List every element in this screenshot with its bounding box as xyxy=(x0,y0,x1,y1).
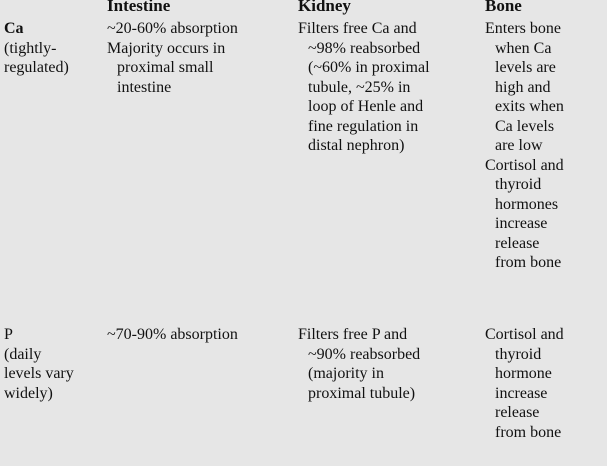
intestine-line: intestine xyxy=(117,78,172,96)
bone-line: are low xyxy=(495,137,543,154)
bone-line: increase xyxy=(495,215,548,232)
row-p-kidney-cell xyxy=(298,325,420,403)
row-p-mineral-cell xyxy=(4,325,74,403)
header-kidney: Kidney xyxy=(298,0,351,15)
row-p-bone-cell xyxy=(485,325,564,442)
header-intestine: Intestine xyxy=(107,0,171,15)
bone-line: from bone xyxy=(495,254,562,271)
row-ca-bone-cell xyxy=(485,19,564,273)
bone-line: hormones xyxy=(495,195,559,213)
kidney-line: proximal tubule) xyxy=(308,384,416,402)
intestine-line: proximal small xyxy=(117,59,214,76)
mineral-note-line: levels vary xyxy=(4,365,74,382)
kidney-line: tubule, ~25% in xyxy=(308,78,411,96)
bone-line: release xyxy=(495,404,540,421)
row-ca-intestine-cell xyxy=(107,19,238,97)
kidney-line: fine regulation in xyxy=(308,117,419,135)
kidney-line: Filters free P and xyxy=(298,326,408,343)
bone-line: high and xyxy=(495,78,551,96)
intestine-line: ~70-90% absorption xyxy=(107,326,238,343)
bone-line: Ca levels xyxy=(495,117,555,135)
mineral-note-line: (tightly- xyxy=(4,39,57,57)
kidney-line: ~98% reabsorbed xyxy=(308,39,421,57)
bone-line: when Ca xyxy=(495,39,552,57)
bone-line: increase xyxy=(495,384,548,402)
bone-line: Cortisol and xyxy=(485,156,564,174)
bone-line: Enters bone xyxy=(485,20,561,37)
mineral-note-line: widely) xyxy=(4,384,53,402)
bone-line: Cortisol and xyxy=(485,326,564,343)
intestine-line: ~20-60% absorption xyxy=(107,20,238,37)
intestine-line: Majority occurs in xyxy=(107,39,226,57)
bone-line: thyroid xyxy=(495,176,542,193)
row-p-intestine-cell xyxy=(107,325,238,345)
kidney-line: (~60% in proximal xyxy=(308,59,430,76)
kidney-line: loop of Henle and xyxy=(308,98,424,115)
mineral-name: Ca xyxy=(4,20,24,37)
mineral-name: P xyxy=(4,326,13,343)
kidney-line: ~90% reabsorbed xyxy=(308,345,421,363)
bone-line: release xyxy=(495,234,540,252)
kidney-line: (majority in xyxy=(308,365,384,382)
header-bone: Bone xyxy=(485,0,522,15)
row-ca-kidney-cell xyxy=(298,19,430,156)
bone-line: thyroid xyxy=(495,345,542,363)
mineral-note-line: (daily xyxy=(4,345,42,363)
bone-line: exits when xyxy=(495,98,564,115)
kidney-line: Filters free Ca and xyxy=(298,20,417,37)
bone-line: hormone xyxy=(495,365,552,382)
bone-line: levels are xyxy=(495,59,556,76)
bone-line: from bone xyxy=(495,423,562,441)
mineral-note-line: regulated) xyxy=(4,59,69,76)
row-ca-mineral-cell xyxy=(4,19,69,78)
kidney-line: distal nephron) xyxy=(308,137,405,154)
